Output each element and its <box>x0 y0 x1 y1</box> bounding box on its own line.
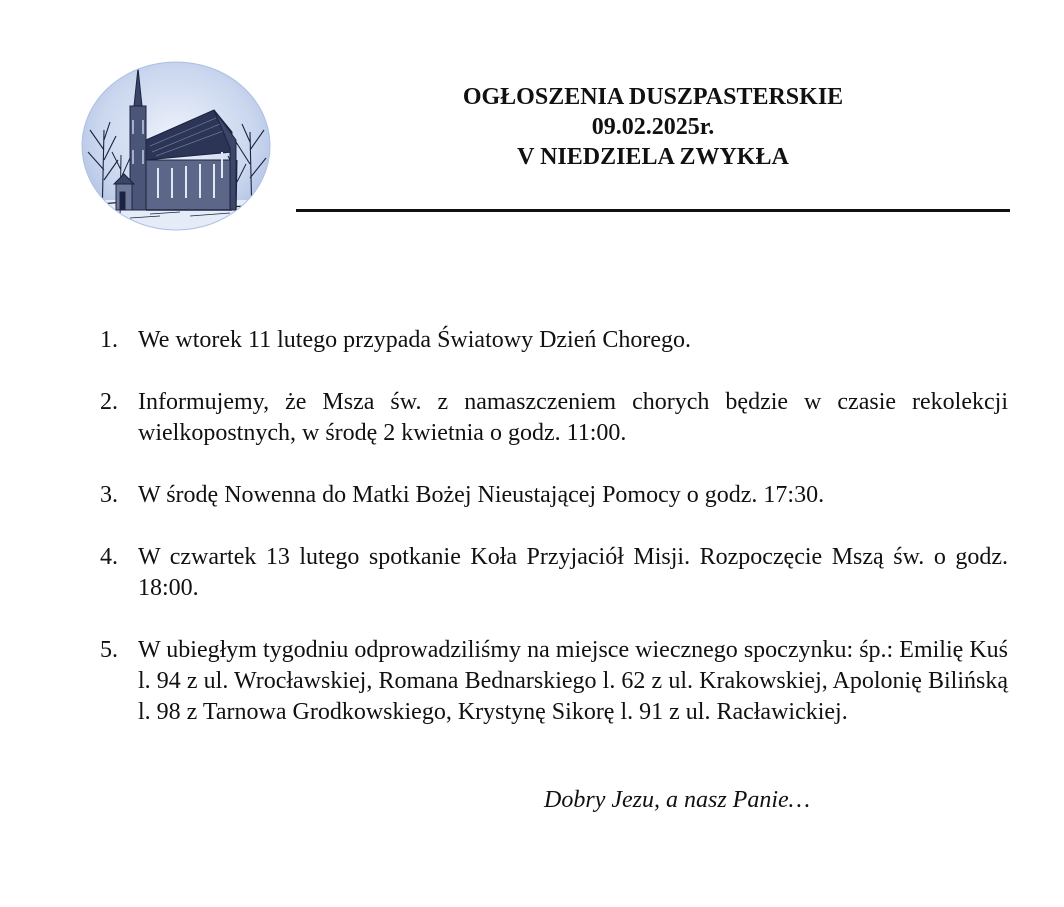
item-text: W ubiegłym tygodniu odprowadziliśmy na miejsce wiecznego spoczynku: śp.: Emilię Kuś l. 94 z ul. Wrocławskiej, Romana Bednarskiego l. 62 z ul. Krakowskiej, Apolonię Bilińską l. 98 z Tarnowa Grodkowskiego, Krystynę Sikorę l. 91 z ul. Racławickiej. <box>138 637 1008 725</box>
sunday-name: V NIEDZIELA ZWYKŁA <box>517 144 789 170</box>
closing-prayer: Dobry Jezu, a nasz Panie… <box>544 787 810 813</box>
item-number: 4. <box>100 544 118 570</box>
item-number: 3. <box>100 482 118 508</box>
date-line: 09.02.2025r. <box>591 114 715 140</box>
announcement-item <box>100 387 1008 449</box>
item-text: W czwartek 13 lutego spotkanie Koła Przyjaciół Misji. Rozpoczęcie Mszą św. o godz. 18:00. <box>138 544 1008 601</box>
page-title: OGŁOSZENIA DUSZPASTERSKIE <box>462 84 844 110</box>
announcement-list <box>100 325 1008 759</box>
item-text: Informujemy, że Msza św. z namaszczeniem chorych będzie w czasie rekolekcji wielkopostnych, w środę 2 kwietnia o godz. 11:00. <box>138 389 1008 446</box>
church-logo-icon <box>80 60 272 232</box>
item-text: W środę Nowenna do Matki Bożej Nieustającej Pomocy o godz. 17:30. <box>138 482 825 508</box>
announcement-item <box>100 542 1008 604</box>
item-text: We wtorek 11 lutego przypada Światowy Dzień Chorego. <box>138 327 692 353</box>
announcement-item <box>100 325 1008 356</box>
item-number: 5. <box>100 637 118 663</box>
announcement-item <box>100 480 1008 511</box>
announcement-item <box>100 635 1008 728</box>
header <box>296 82 1010 172</box>
item-number: 1. <box>100 327 118 353</box>
item-number: 2. <box>100 389 118 415</box>
header-divider <box>296 209 1010 212</box>
